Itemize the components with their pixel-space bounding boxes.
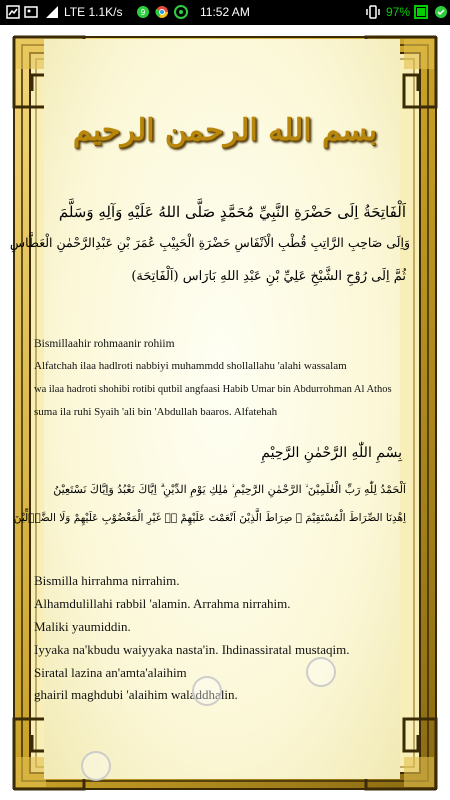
touch-indicator xyxy=(306,657,336,687)
arabic-line: اَلْحَمْدُ لِلّٰهِ رَبِّ الْعٰلَمِيْنَ ۙ الرَّحْمٰنِ الرَّحِيْمِ ۙ مٰلِكِ يَوْمِ الدِّيْنِ ۗ اِيَّاكَ نَعْبُدُ وَاِيَّاكَ نَسْتَعِيْنُ xyxy=(53,483,406,496)
arabic-line: بِسْمِ اللّٰهِ الرَّحْمٰنِ الرَّحِيْمِ xyxy=(261,445,402,461)
whatsapp-icon xyxy=(174,5,188,19)
arabic-line: وَاِلَى صَاحِبِ الرَّاتِبِ قُطْبِ الْاَنْفَاسِ حَضْرَةِ الْحَبِيْبِ عُمَرَ بْنِ عَبْدِالرَّحْمٰنِ الْعَطَّاسِ xyxy=(9,235,410,250)
page-content xyxy=(0,25,450,800)
app-icon-green xyxy=(136,5,150,19)
transliteration-line: Iyyaka na'kbudu waiyyaka nasta'in. Ihdinassiratal mustaqim. xyxy=(34,642,350,657)
touch-indicator xyxy=(81,751,111,781)
transliteration-line: Alfatchah ilaa hadlroti nabbiyi muhammdd shollallahu 'alahi wassalam xyxy=(34,360,347,372)
transliteration-line: ghairil maghdubi 'alaihim waladdhalin. xyxy=(34,687,238,702)
battery-percent: 97% xyxy=(386,5,411,19)
page-title: بسم الله الرحمن الرحيم xyxy=(72,113,378,148)
chrome-icon xyxy=(155,5,169,19)
arabic-line: اَلْفَاتِحَةُ اِلَى حَضْرَةِ النَّبِيِّ مُحَمَّدٍ صَلَّى اللهُ عَلَيْهِ وَآلِهِ وَسَلَّمَ xyxy=(58,203,406,221)
network-status: LTE 1.1K/s xyxy=(64,5,123,19)
app-icon-clean xyxy=(434,5,448,19)
transliteration-line: Bismillaahir rohmaanir rohiim xyxy=(34,338,175,350)
image-icon xyxy=(24,5,38,19)
transliteration-line: Siratal lazina an'amta'alaihim xyxy=(34,665,187,680)
transliteration-line: Bismilla hirrahma nirrahim. xyxy=(34,573,180,588)
transliteration-line: suma ila ruhi Syaih 'ali bin 'Abdullah baaros. Alfatehah xyxy=(34,406,278,418)
svg-text:9: 9 xyxy=(140,8,146,17)
transliteration-line: Maliki yaumiddin. xyxy=(34,619,131,634)
touch-indicator xyxy=(192,676,222,706)
clock: 11:52 AM xyxy=(200,5,250,19)
transliteration-line: wa ilaa hadroti shohibi rotibi qutbil angfaasi Habib Umar bin Abdurrohman Al Athos xyxy=(34,384,392,395)
status-bar xyxy=(0,0,450,25)
vibrate-icon xyxy=(366,5,380,19)
notification-icon xyxy=(6,5,20,19)
battery-icon xyxy=(414,5,430,19)
signal-icon xyxy=(45,5,59,19)
transliteration-line: Alhamdulillahi rabbil 'alamin. Arrahma nirrahim. xyxy=(34,596,291,611)
arabic-line: اِهْدِنَا الصِّرَاطَ الْمُسْتَقِيْمَ ۙ صِرَاطَ الَّذِيْنَ اَنْعَمْتَ عَلَيْهِمْ ەۙ غَيْرِ الْمَغْضُوْبِ عَلَيْهِمْ وَلَا الضَّاۤلِّيْنَ xyxy=(13,512,406,524)
arabic-line: ثُمَّ اِلَى رُوْحِ الشَّيْخِ عَلِيِّ بْنِ عَبْدِ اللهِ بَارَاس (اَلْفَاتِحَة) xyxy=(131,269,406,284)
